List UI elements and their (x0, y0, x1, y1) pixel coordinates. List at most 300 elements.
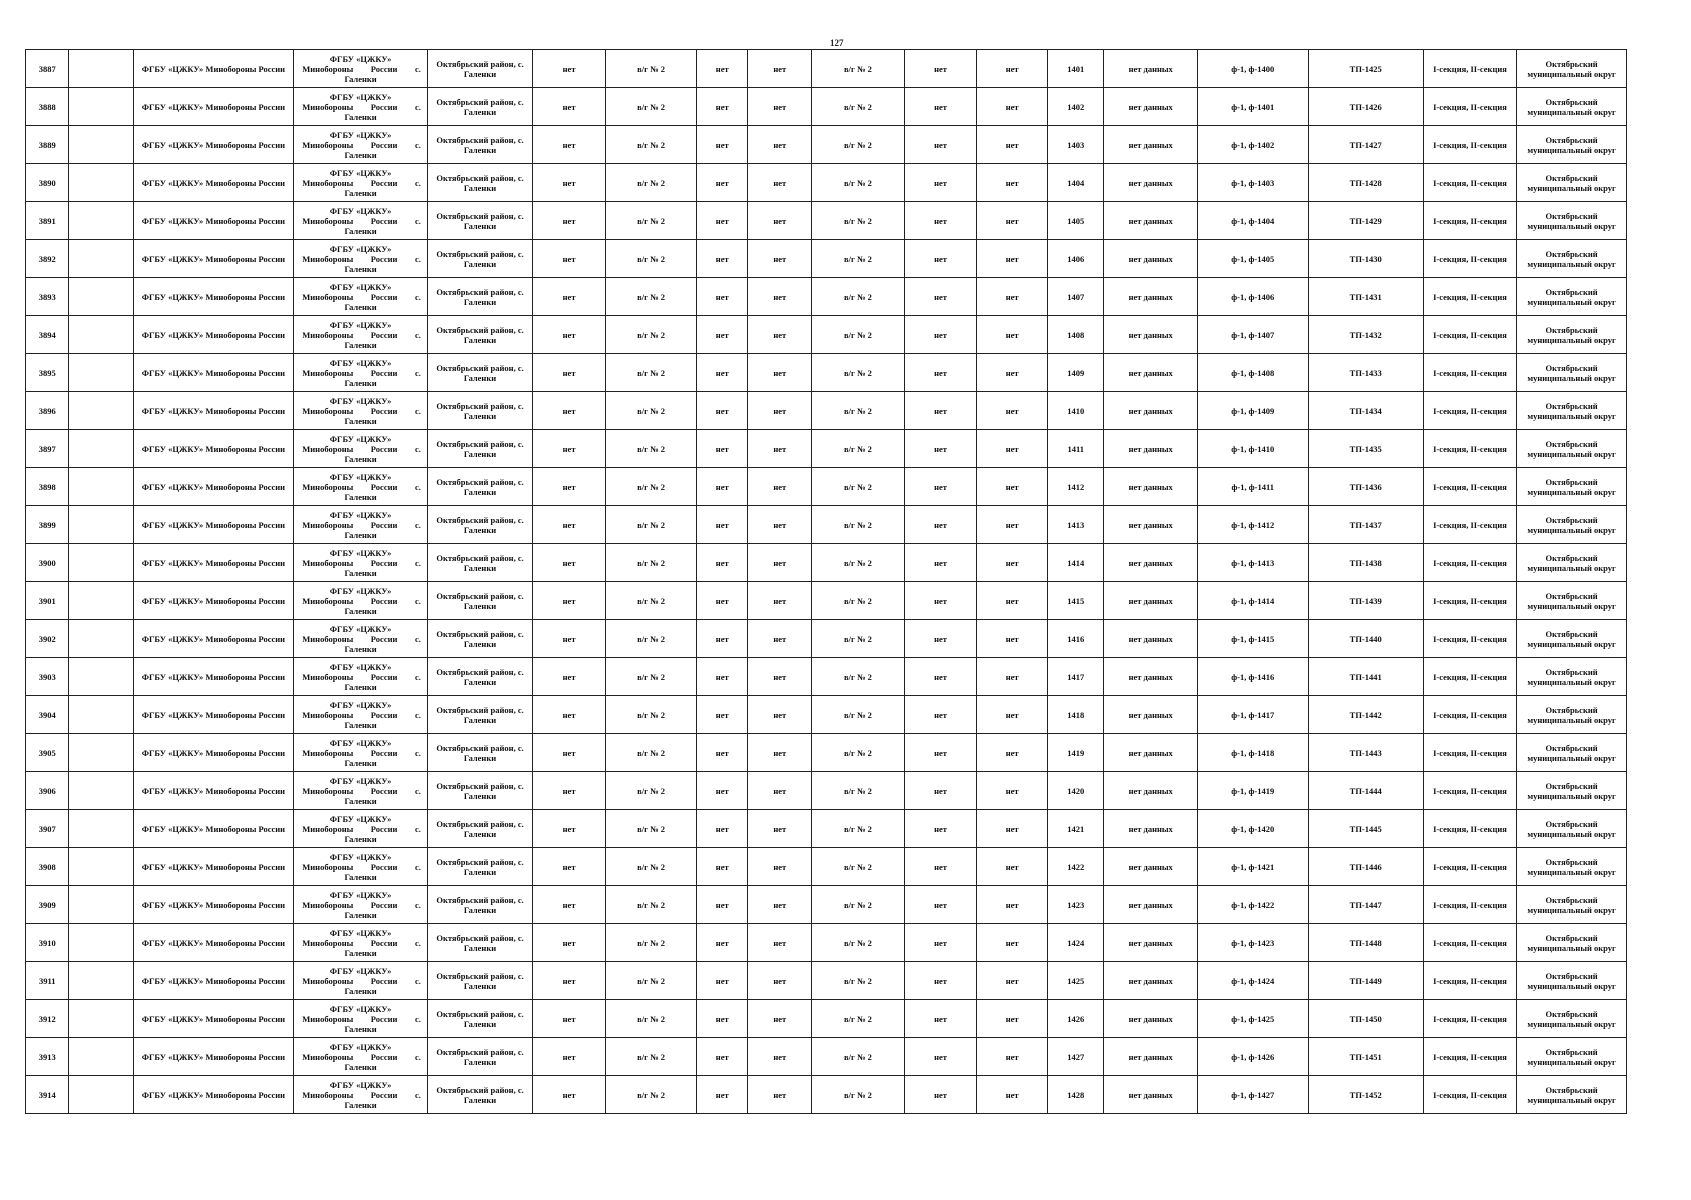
value-cell-8: нет (748, 88, 812, 126)
table-row (26, 354, 1627, 392)
representative-line-1: ФГБУ «ЦЖКУ» (329, 53, 392, 64)
district-cell: Октябрьский муниципальный округ (1517, 354, 1627, 392)
substation-cell: ТП-1438 (1308, 544, 1423, 582)
fio-cell (69, 316, 133, 354)
fio-cell (69, 962, 133, 1000)
value-cell-7: нет (697, 810, 748, 848)
representative-line-3: Галенки (344, 567, 377, 578)
representative-line-1: ФГБУ «ЦЖКУ» (329, 395, 392, 406)
data-status-cell: нет данных (1104, 50, 1197, 88)
representative-line-1: ФГБУ «ЦЖКУ» (329, 737, 392, 748)
military-town-cell: в/г № 2 (605, 164, 696, 202)
table-row (26, 430, 1627, 468)
value-cell-11: нет (977, 468, 1048, 506)
table-row (26, 1038, 1627, 1076)
representative-cell (294, 772, 428, 810)
owner-cell: ФГБУ «ЦЖКУ» Минобороны России (133, 1000, 294, 1038)
fio-cell (69, 126, 133, 164)
section-cell: I-секция, II-секция (1423, 848, 1516, 886)
representative-cell (294, 582, 428, 620)
data-status-cell: нет данных (1104, 240, 1197, 278)
representative-cell (294, 1038, 428, 1076)
row-number-cell: 3903 (26, 658, 69, 696)
owner-cell: ФГБУ «ЦЖКУ» Минобороны России (133, 240, 294, 278)
value-cell-8: нет (748, 202, 812, 240)
representative-line-2: Минобороны России с. (302, 101, 421, 112)
value-cell-10: нет (904, 848, 977, 886)
military-town-cell-2: в/г № 2 (812, 240, 904, 278)
military-town-cell: в/г № 2 (605, 278, 696, 316)
data-status-cell: нет данных (1104, 696, 1197, 734)
representative-cell (294, 392, 428, 430)
representative-line-3: Галенки (344, 909, 377, 920)
value-cell-5: нет (533, 658, 606, 696)
military-town-cell: в/г № 2 (605, 544, 696, 582)
object-number-cell: 1424 (1048, 924, 1104, 962)
value-cell-7: нет (697, 240, 748, 278)
military-town-cell-2: в/г № 2 (812, 848, 904, 886)
data-status-cell: нет данных (1104, 924, 1197, 962)
address-cell: Октябрьский район, с. Галенки (427, 1038, 532, 1076)
object-number-cell: 1404 (1048, 164, 1104, 202)
section-cell: I-секция, II-секция (1423, 164, 1516, 202)
representative-cell (294, 50, 428, 88)
value-cell-8: нет (748, 962, 812, 1000)
data-status-cell: нет данных (1104, 278, 1197, 316)
substation-cell: ТП-1428 (1308, 164, 1423, 202)
representative-cell (294, 924, 428, 962)
value-cell-7: нет (697, 202, 748, 240)
representative-line-1: ФГБУ «ЦЖКУ» (329, 1003, 392, 1014)
value-cell-7: нет (697, 126, 748, 164)
district-cell: Октябрьский муниципальный округ (1517, 50, 1627, 88)
owner-cell: ФГБУ «ЦЖКУ» Минобороны России (133, 392, 294, 430)
row-number-cell: 3911 (26, 962, 69, 1000)
value-cell-10: нет (904, 88, 977, 126)
address-cell: Октябрьский район, с. Галенки (427, 202, 532, 240)
value-cell-8: нет (748, 582, 812, 620)
value-cell-8: нет (748, 848, 812, 886)
value-cell-11: нет (977, 1000, 1048, 1038)
representative-line-3: Галенки (344, 263, 377, 274)
row-number-cell: 3907 (26, 810, 69, 848)
data-status-cell: нет данных (1104, 1038, 1197, 1076)
value-cell-7: нет (697, 468, 748, 506)
section-cell: I-секция, II-секция (1423, 924, 1516, 962)
value-cell-7: нет (697, 1076, 748, 1114)
value-cell-8: нет (748, 1076, 812, 1114)
representative-line-1: ФГБУ «ЦЖКУ» (329, 547, 392, 558)
value-cell-7: нет (697, 50, 748, 88)
value-cell-7: нет (697, 848, 748, 886)
section-cell: I-секция, II-секция (1423, 1076, 1516, 1114)
object-number-cell: 1418 (1048, 696, 1104, 734)
substation-cell: ТП-1450 (1308, 1000, 1423, 1038)
owner-cell: ФГБУ «ЦЖКУ» Минобороны России (133, 924, 294, 962)
value-cell-10: нет (904, 620, 977, 658)
feeder-cell: ф-1, ф-1425 (1197, 1000, 1308, 1038)
value-cell-10: нет (904, 658, 977, 696)
value-cell-10: нет (904, 544, 977, 582)
value-cell-7: нет (697, 430, 748, 468)
representative-line-3: Галенки (344, 681, 377, 692)
feeder-cell: ф-1, ф-1409 (1197, 392, 1308, 430)
representative-line-3: Галенки (344, 225, 377, 236)
value-cell-10: нет (904, 50, 977, 88)
representative-line-2: Минобороны России с. (302, 1089, 421, 1100)
value-cell-5: нет (533, 886, 606, 924)
section-cell: I-секция, II-секция (1423, 772, 1516, 810)
section-cell: I-секция, II-секция (1423, 506, 1516, 544)
representative-line-3: Галенки (344, 947, 377, 958)
fio-cell (69, 278, 133, 316)
value-cell-7: нет (697, 582, 748, 620)
object-number-cell: 1423 (1048, 886, 1104, 924)
value-cell-10: нет (904, 240, 977, 278)
representative-cell (294, 430, 428, 468)
value-cell-11: нет (977, 544, 1048, 582)
section-cell: I-секция, II-секция (1423, 582, 1516, 620)
data-status-cell: нет данных (1104, 126, 1197, 164)
district-cell: Октябрьский муниципальный округ (1517, 582, 1627, 620)
substation-cell: ТП-1444 (1308, 772, 1423, 810)
data-status-cell: нет данных (1104, 886, 1197, 924)
value-cell-10: нет (904, 924, 977, 962)
value-cell-11: нет (977, 164, 1048, 202)
owner-cell: ФГБУ «ЦЖКУ» Минобороны России (133, 1076, 294, 1114)
representative-cell (294, 126, 428, 164)
value-cell-10: нет (904, 810, 977, 848)
value-cell-10: нет (904, 164, 977, 202)
representative-line-1: ФГБУ «ЦЖКУ» (329, 699, 392, 710)
page-number: 127 (830, 38, 844, 48)
address-cell: Октябрьский район, с. Галенки (427, 886, 532, 924)
representative-line-3: Галенки (344, 1061, 377, 1072)
district-cell: Октябрьский муниципальный округ (1517, 886, 1627, 924)
object-number-cell: 1411 (1048, 430, 1104, 468)
value-cell-10: нет (904, 506, 977, 544)
representative-line-1: ФГБУ «ЦЖКУ» (329, 851, 392, 862)
value-cell-10: нет (904, 316, 977, 354)
object-number-cell: 1414 (1048, 544, 1104, 582)
substation-cell: ТП-1431 (1308, 278, 1423, 316)
address-cell: Октябрьский район, с. Галенки (427, 430, 532, 468)
substation-cell: ТП-1425 (1308, 50, 1423, 88)
value-cell-7: нет (697, 278, 748, 316)
address-cell: Октябрьский район, с. Галенки (427, 658, 532, 696)
value-cell-8: нет (748, 658, 812, 696)
fio-cell (69, 810, 133, 848)
value-cell-11: нет (977, 88, 1048, 126)
fio-cell (69, 886, 133, 924)
object-number-cell: 1416 (1048, 620, 1104, 658)
address-cell: Октябрьский район, с. Галенки (427, 620, 532, 658)
representative-cell (294, 658, 428, 696)
value-cell-11: нет (977, 924, 1048, 962)
object-number-cell: 1420 (1048, 772, 1104, 810)
military-town-cell-2: в/г № 2 (812, 50, 904, 88)
district-cell: Октябрьский муниципальный округ (1517, 924, 1627, 962)
representative-cell (294, 962, 428, 1000)
fio-cell (69, 164, 133, 202)
value-cell-5: нет (533, 544, 606, 582)
owner-cell: ФГБУ «ЦЖКУ» Минобороны России (133, 696, 294, 734)
representative-line-1: ФГБУ «ЦЖКУ» (329, 471, 392, 482)
substation-cell: ТП-1429 (1308, 202, 1423, 240)
data-status-cell: нет данных (1104, 1000, 1197, 1038)
address-cell: Октябрьский район, с. Галенки (427, 392, 532, 430)
representative-line-3: Галенки (344, 187, 377, 198)
representative-line-2: Минобороны России с. (302, 747, 421, 758)
table-row (26, 772, 1627, 810)
value-cell-10: нет (904, 430, 977, 468)
owner-cell: ФГБУ «ЦЖКУ» Минобороны России (133, 202, 294, 240)
object-number-cell: 1410 (1048, 392, 1104, 430)
substation-cell: ТП-1440 (1308, 620, 1423, 658)
district-cell: Октябрьский муниципальный округ (1517, 658, 1627, 696)
value-cell-10: нет (904, 696, 977, 734)
value-cell-7: нет (697, 88, 748, 126)
representative-line-2: Минобороны России с. (302, 291, 421, 302)
representative-line-2: Минобороны России с. (302, 899, 421, 910)
address-cell: Октябрьский район, с. Галенки (427, 164, 532, 202)
representative-cell (294, 848, 428, 886)
military-town-cell: в/г № 2 (605, 810, 696, 848)
value-cell-7: нет (697, 658, 748, 696)
value-cell-10: нет (904, 468, 977, 506)
representative-line-2: Минобороны России с. (302, 595, 421, 606)
feeder-cell: ф-1, ф-1418 (1197, 734, 1308, 772)
representative-cell (294, 1000, 428, 1038)
object-number-cell: 1417 (1048, 658, 1104, 696)
value-cell-8: нет (748, 886, 812, 924)
substation-cell: ТП-1435 (1308, 430, 1423, 468)
owner-cell: ФГБУ «ЦЖКУ» Минобороны России (133, 126, 294, 164)
object-number-cell: 1415 (1048, 582, 1104, 620)
value-cell-5: нет (533, 924, 606, 962)
feeder-cell: ф-1, ф-1404 (1197, 202, 1308, 240)
representative-line-3: Галенки (344, 605, 377, 616)
value-cell-7: нет (697, 544, 748, 582)
representative-cell (294, 620, 428, 658)
value-cell-10: нет (904, 962, 977, 1000)
substation-cell: ТП-1446 (1308, 848, 1423, 886)
fio-cell (69, 772, 133, 810)
substation-cell: ТП-1437 (1308, 506, 1423, 544)
table-row (26, 126, 1627, 164)
value-cell-8: нет (748, 1000, 812, 1038)
representative-line-3: Галенки (344, 453, 377, 464)
value-cell-8: нет (748, 1038, 812, 1076)
object-number-cell: 1409 (1048, 354, 1104, 392)
representative-line-1: ФГБУ «ЦЖКУ» (329, 243, 392, 254)
row-number-cell: 3906 (26, 772, 69, 810)
row-number-cell: 3889 (26, 126, 69, 164)
representative-cell (294, 88, 428, 126)
representative-line-2: Минобороны России с. (302, 405, 421, 416)
substation-cell: ТП-1445 (1308, 810, 1423, 848)
object-number-cell: 1422 (1048, 848, 1104, 886)
representative-line-1: ФГБУ «ЦЖКУ» (329, 205, 392, 216)
district-cell: Октябрьский муниципальный округ (1517, 392, 1627, 430)
value-cell-10: нет (904, 1038, 977, 1076)
value-cell-11: нет (977, 392, 1048, 430)
representative-cell (294, 544, 428, 582)
object-number-cell: 1425 (1048, 962, 1104, 1000)
address-cell: Октябрьский район, с. Галенки (427, 278, 532, 316)
military-town-cell: в/г № 2 (605, 962, 696, 1000)
object-number-cell: 1427 (1048, 1038, 1104, 1076)
representative-line-3: Галенки (344, 339, 377, 350)
fio-cell (69, 924, 133, 962)
address-cell: Октябрьский район, с. Галенки (427, 354, 532, 392)
value-cell-5: нет (533, 772, 606, 810)
district-cell: Октябрьский муниципальный округ (1517, 1076, 1627, 1114)
data-status-cell: нет данных (1104, 88, 1197, 126)
data-status-cell: нет данных (1104, 202, 1197, 240)
value-cell-7: нет (697, 886, 748, 924)
table-row (26, 848, 1627, 886)
owner-cell: ФГБУ «ЦЖКУ» Минобороны России (133, 354, 294, 392)
representative-line-1: ФГБУ «ЦЖКУ» (329, 167, 392, 178)
value-cell-8: нет (748, 354, 812, 392)
row-number-cell: 3912 (26, 1000, 69, 1038)
section-cell: I-секция, II-секция (1423, 544, 1516, 582)
address-cell: Октябрьский район, с. Галенки (427, 696, 532, 734)
military-town-cell-2: в/г № 2 (812, 772, 904, 810)
military-town-cell: в/г № 2 (605, 886, 696, 924)
value-cell-10: нет (904, 126, 977, 164)
data-status-cell: нет данных (1104, 544, 1197, 582)
representative-line-2: Минобороны России с. (302, 1013, 421, 1024)
substation-cell: ТП-1447 (1308, 886, 1423, 924)
value-cell-11: нет (977, 316, 1048, 354)
fio-cell (69, 696, 133, 734)
military-town-cell: в/г № 2 (605, 430, 696, 468)
address-cell: Октябрьский район, с. Галенки (427, 88, 532, 126)
value-cell-5: нет (533, 734, 606, 772)
value-cell-5: нет (533, 278, 606, 316)
row-number-cell: 3890 (26, 164, 69, 202)
value-cell-5: нет (533, 468, 606, 506)
substation-cell: ТП-1452 (1308, 1076, 1423, 1114)
value-cell-8: нет (748, 544, 812, 582)
owner-cell: ФГБУ «ЦЖКУ» Минобороны России (133, 734, 294, 772)
row-number-cell: 3905 (26, 734, 69, 772)
military-town-cell: в/г № 2 (605, 658, 696, 696)
military-town-cell-2: в/г № 2 (812, 354, 904, 392)
owner-cell: ФГБУ «ЦЖКУ» Минобороны России (133, 468, 294, 506)
owner-cell: ФГБУ «ЦЖКУ» Минобороны России (133, 886, 294, 924)
representative-line-1: ФГБУ «ЦЖКУ» (329, 775, 392, 786)
owner-cell: ФГБУ «ЦЖКУ» Минобороны России (133, 430, 294, 468)
feeder-cell: ф-1, ф-1408 (1197, 354, 1308, 392)
military-town-cell: в/г № 2 (605, 88, 696, 126)
value-cell-7: нет (697, 696, 748, 734)
value-cell-7: нет (697, 962, 748, 1000)
district-cell: Октябрьский муниципальный округ (1517, 734, 1627, 772)
object-number-cell: 1408 (1048, 316, 1104, 354)
value-cell-11: нет (977, 810, 1048, 848)
owner-cell: ФГБУ «ЦЖКУ» Минобороны России (133, 506, 294, 544)
row-number-cell: 3891 (26, 202, 69, 240)
district-cell: Октябрьский муниципальный округ (1517, 620, 1627, 658)
value-cell-11: нет (977, 506, 1048, 544)
section-cell: I-секция, II-секция (1423, 962, 1516, 1000)
row-number-cell: 3887 (26, 50, 69, 88)
value-cell-11: нет (977, 962, 1048, 1000)
fio-cell (69, 620, 133, 658)
representative-line-3: Галенки (344, 377, 377, 388)
value-cell-8: нет (748, 430, 812, 468)
value-cell-11: нет (977, 734, 1048, 772)
representative-line-2: Минобороны России с. (302, 215, 421, 226)
owner-cell: ФГБУ «ЦЖКУ» Минобороны России (133, 848, 294, 886)
object-number-cell: 1421 (1048, 810, 1104, 848)
military-town-cell: в/г № 2 (605, 354, 696, 392)
data-status-cell: нет данных (1104, 506, 1197, 544)
table-row (26, 962, 1627, 1000)
military-town-cell-2: в/г № 2 (812, 202, 904, 240)
object-number-cell: 1426 (1048, 1000, 1104, 1038)
value-cell-5: нет (533, 1076, 606, 1114)
feeder-cell: ф-1, ф-1413 (1197, 544, 1308, 582)
feeder-cell: ф-1, ф-1416 (1197, 658, 1308, 696)
section-cell: I-секция, II-секция (1423, 696, 1516, 734)
row-number-cell: 3899 (26, 506, 69, 544)
data-status-cell: нет данных (1104, 582, 1197, 620)
district-cell: Октябрьский муниципальный округ (1517, 316, 1627, 354)
representative-cell (294, 506, 428, 544)
military-town-cell: в/г № 2 (605, 582, 696, 620)
fio-cell (69, 582, 133, 620)
representative-line-3: Галенки (344, 1099, 377, 1110)
value-cell-7: нет (697, 924, 748, 962)
feeder-cell: ф-1, ф-1401 (1197, 88, 1308, 126)
representative-line-1: ФГБУ «ЦЖКУ» (329, 91, 392, 102)
representative-line-3: Галенки (344, 415, 377, 426)
value-cell-5: нет (533, 1000, 606, 1038)
section-cell: I-секция, II-секция (1423, 886, 1516, 924)
military-town-cell: в/г № 2 (605, 316, 696, 354)
section-cell: I-секция, II-секция (1423, 240, 1516, 278)
representative-cell (294, 202, 428, 240)
object-number-cell: 1412 (1048, 468, 1104, 506)
representative-line-2: Минобороны России с. (302, 177, 421, 188)
feeder-cell: ф-1, ф-1417 (1197, 696, 1308, 734)
owner-cell: ФГБУ «ЦЖКУ» Минобороны России (133, 164, 294, 202)
representative-line-3: Галенки (344, 643, 377, 654)
district-cell: Октябрьский муниципальный округ (1517, 240, 1627, 278)
representative-line-1: ФГБУ «ЦЖКУ» (329, 661, 392, 672)
value-cell-7: нет (697, 620, 748, 658)
feeder-cell: ф-1, ф-1427 (1197, 1076, 1308, 1114)
value-cell-8: нет (748, 50, 812, 88)
representative-cell (294, 468, 428, 506)
representative-cell (294, 240, 428, 278)
row-number-cell: 3894 (26, 316, 69, 354)
representative-line-3: Галенки (344, 795, 377, 806)
register-table (25, 49, 1627, 1114)
value-cell-7: нет (697, 316, 748, 354)
feeder-cell: ф-1, ф-1405 (1197, 240, 1308, 278)
row-number-cell: 3893 (26, 278, 69, 316)
representative-cell (294, 316, 428, 354)
value-cell-11: нет (977, 582, 1048, 620)
representative-cell (294, 886, 428, 924)
owner-cell: ФГБУ «ЦЖКУ» Минобороны России (133, 772, 294, 810)
fio-cell (69, 240, 133, 278)
